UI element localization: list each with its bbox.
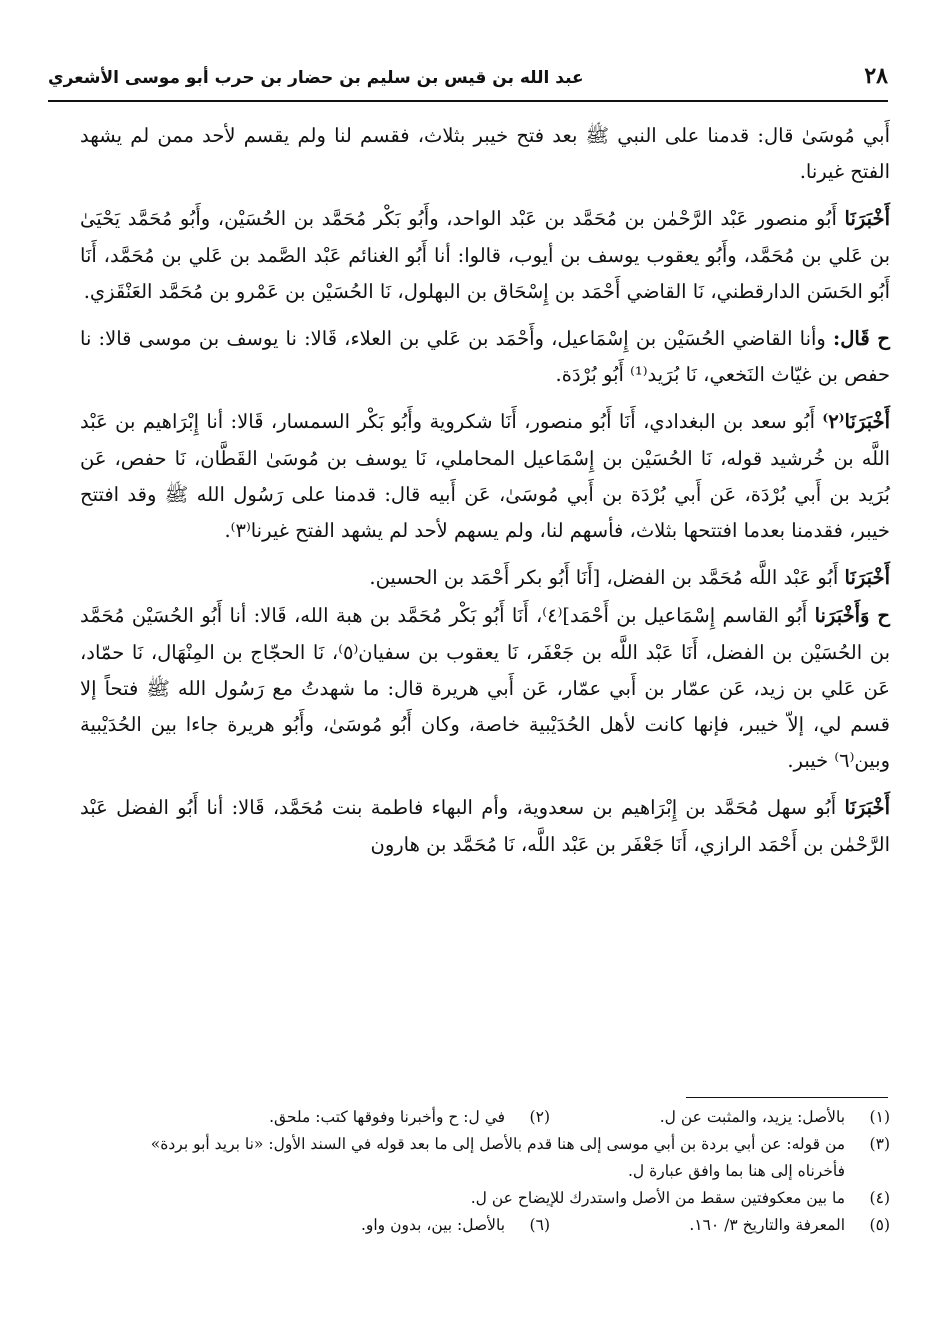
footnote-text: من قوله: عن أبي بردة بن أبي موسى إلى هنا قدم بالأصل إلى ما بعد قوله في السند الأول: «نا بريد أبو بردة»: [150, 1135, 846, 1153]
footnote-number: (٥): [869, 1216, 890, 1234]
footnote-item: [550, 1212, 890, 1239]
paragraph-lead: أَخْبَرَنَا: [844, 566, 890, 590]
paragraph-lead: ح وَأَخْبَرَنا: [814, 604, 890, 628]
header-rule: [48, 100, 888, 102]
footnote-item: [210, 1212, 550, 1239]
paragraph: [80, 321, 890, 393]
footnote-number: (١): [869, 1108, 890, 1126]
footnote-row: [100, 1131, 890, 1158]
page-header: [48, 62, 888, 100]
paragraph: [80, 598, 890, 779]
paragraph-text: أَبُو سعد بن البغدادي، أَنَا أَبُو منصور، أَنَا شكروية وأَبُو بَكْر السمسار، قَالا: أنا إِبْرَاهيم بن عَبْد اللَّه بن خُرشيد قوله، نَا الحُسَيْن بن إِسْمَاعيل المحاملي، نَا يوسف بن مُوسَىٰ القَطَّان، نَا حفص، عَن بُرَيد بن أَبي بُرْدَة، عَن أَبي بُرْدَة بن أَبي مُوسَىٰ، عَن أَبيه قال: قدمنا على رَسُول الله ﷺ وقد افتتح خيبر، فقدمنا بعدما افتتحها بثلاث، فأسهم لنا، ولم يسهم لأحد لم يشهد الفتح غيرنا⁽٣⁾.: [80, 410, 890, 543]
footnote-rule: [686, 1097, 888, 1098]
footnote-text: في ل: ح وأخبرنا وفوقها كتب: ملحق.: [269, 1108, 506, 1126]
footnote-item: [210, 1104, 550, 1131]
paragraph: [80, 790, 890, 862]
paragraph-text: أَبُو القاسم إِسْمَاعيل بن أَحْمَد]⁽٤⁾، أَنَا أَبُو بَكْر مُحَمَّد بن هبة الله، قَالا: أنا أَبُو الحُسَيْن مُحَمَّد بن الحُسَيْن بن الفضل، أَنَا عَبْد اللَّه بن جَعْفَر، نَا يعقوب بن سفيان⁽٥⁾، نَا الحجّاج بن المِنْهَال، نَا حمّاد، عَن عَلي بن زيد، عَن عمّار بن أَبي عمّار، عَن أَبي هريرة قال: ما شهدتُ مع رَسُول الله ﷺ فتحاً إلا قسم لي، إلاّ خيبر، فإنها كانت لأهل الحُدَيْبية خاصة، وكان أَبُو مُوسَىٰ، وأَبُو هريرة جاءا بين الحُدَيْبية وبين⁽٦⁾ خيبر.: [80, 604, 890, 773]
running-title: عبد الله بن قيس بن سليم بن حضار بن حرب أبو موسى الأشعري: [48, 68, 584, 88]
footnote-text: فأخرناه إلى هنا بما وافق عبارة ل.: [627, 1162, 846, 1180]
footnotes: [100, 1104, 890, 1239]
paragraph-lead: ح قَال:: [833, 327, 890, 351]
footnote-row: [100, 1104, 890, 1131]
paragraph-lead: أَخْبَرَنَا: [844, 796, 890, 820]
paragraph: [80, 118, 890, 190]
paragraph-text: أَبُو سهل مُحَمَّد بن إِبْرَاهيم بن سعدوية، وأم البهاء فاطمة بنت مُحَمَّد، قَالا: أنا أَبُو الفضل عَبْد الرَّحْمٰن بن أَحْمَد الرازي، أَنَا جَعْفَر بن عَبْد اللَّه، نَا مُحَمَّد بن هارون: [80, 796, 890, 856]
footnote-number: (٣): [869, 1135, 890, 1153]
footnote-text: بالأصل: يزيد، والمثبت عن ل.: [659, 1108, 846, 1126]
paragraph-text: أَبُو عَبْد اللَّه مُحَمَّد بن الفضل، [أَنَا أَبُو بكر أَحْمَد بن الحسين.: [369, 566, 845, 590]
footnote-text: ما بين معكوفتين سقط من الأصل واستدرك للإيضاح عن ل.: [470, 1189, 846, 1207]
footnote-number: (٢): [529, 1108, 550, 1126]
footnote-item: [550, 1104, 890, 1131]
paragraph-text: أَبُو منصور عَبْد الرَّحْمٰن بن مُحَمَّد بن عَبْد الواحد، وأَبُو بَكْر مُحَمَّد بن الحُسَيْن، وأَبُو مُحَمَّد يَحْيَىٰ بن عَلي بن مُحَمَّد، وأَبُو يعقوب يوسف بن أيوب، قالوا: أنا أَبُو الغنائم عَبْد الصَّمد بن عَلي بن مُحَمَّد، أَنَا أَبُو الحَسَن الدارقطني، نَا القاضي أَحْمَد بن إِسْحَاق بن البهلول، نَا الحُسَيْن بن عَمْرو بن مُحَمَّد العَنْقَزي.: [80, 207, 890, 303]
footnote-text: المعرفة والتاريخ ٣/ ١٦٠.: [689, 1216, 846, 1234]
paragraph: [80, 404, 890, 549]
paragraph: [80, 201, 890, 310]
paragraph-lead: أَخْبَرَنَا: [844, 207, 890, 231]
paragraph-text: أَبي مُوسَىٰ قال: قدمنا على النبي ﷺ بعد فتح خيبر بثلاث، فقسم لنا ولم يقسم لأحد ممن لم يشهد الفتح غيرنا.: [80, 124, 890, 184]
footnote-text: بالأصل: بين، بدون واو.: [360, 1216, 506, 1234]
footnote-row: [100, 1185, 890, 1212]
footnote-continuation: [100, 1158, 890, 1185]
paragraph: [80, 560, 890, 596]
body-text: [80, 118, 890, 874]
paragraph-lead: أَخْبَرَنَا⁽٢⁾: [822, 410, 890, 434]
footnote-row: [100, 1212, 890, 1239]
footnote-number: (٦): [529, 1216, 550, 1234]
footnote-number: (٤): [869, 1189, 890, 1207]
page-number: ٢٨: [864, 63, 888, 89]
paragraph-text: وأنا القاضي الحُسَيْن بن إِسْمَاعيل، وأَحْمَد بن عَلي بن العلاء، قَالا: نا يوسف بن موسى قالا: نا حفص بن غيّاث النَخعي، نَا بُرَيد⁽¹⁾ أَبُو بُرْدَة.: [80, 327, 890, 387]
